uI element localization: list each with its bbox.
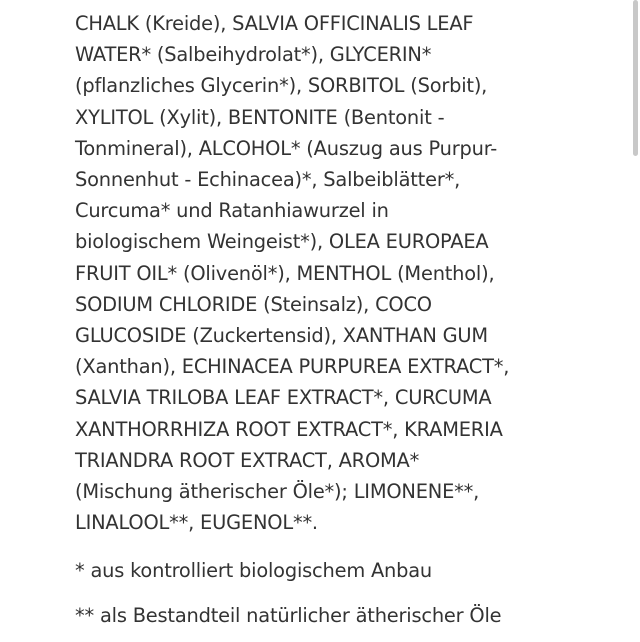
ingredients-line: biologischem Weingeist*), OLEA EUROPAEA bbox=[75, 230, 489, 254]
ingredients-line: CHALK (Kreide), SALVIA OFFICINALIS LEAF bbox=[75, 12, 474, 35]
ingredients-line: GLUCOSIDE (Zuckertensid), XANTHAN GUM bbox=[75, 324, 488, 348]
ingredients-content bbox=[75, 8, 615, 631]
ingredients-line: SALVIA TRILOBA LEAF EXTRACT*, CURCUMA bbox=[75, 386, 492, 410]
footnote-organic: * aus kontrolliert biologischem Anbau bbox=[75, 559, 433, 583]
ingredients-line: XYLITOL (Xylit), BENTONITE (Bentonit - bbox=[75, 105, 445, 129]
ingredients-line: LINALOOL**, EUGENOL**. bbox=[75, 511, 318, 535]
ingredients-line: (Xanthan), ECHINACEA PURPUREA EXTRACT*, bbox=[75, 355, 510, 379]
ingredients-line: Sonnenhut - Echinacea)*, Salbeiblätter*, bbox=[75, 168, 461, 192]
ingredients-line: XANTHORRHIZA ROOT EXTRACT*, KRAMERIA bbox=[75, 417, 503, 441]
scrollbar-thumb[interactable] bbox=[633, 0, 638, 156]
ingredients-line: Tonmineral), ALCOHOL* (Auszug aus Purpur- bbox=[75, 136, 498, 160]
ingredients-line: (Mischung ätherischer Öle*); LIMONENE**, bbox=[75, 480, 480, 504]
ingredients-line: Curcuma* und Ratanhiawurzel in bbox=[75, 199, 389, 223]
ingredients-list bbox=[75, 8, 615, 538]
footnote-essential-oils: ** als Bestandteil natürlicher ätherischer Öle bbox=[75, 603, 502, 627]
vertical-scrollbar[interactable] bbox=[631, 0, 640, 642]
ingredients-line: SODIUM CHLORIDE (Steinsalz), COCO bbox=[75, 292, 432, 316]
ingredients-line: (pflanzliches Glycerin*), SORBITOL (Sorbit), bbox=[75, 74, 488, 98]
ingredients-line: TRIANDRA ROOT EXTRACT, AROMA* bbox=[75, 448, 420, 472]
ingredients-line: WATER* (Salbeihydrolat*), GLYCERIN* bbox=[75, 43, 432, 67]
ingredients-line: FRUIT OIL* (Olivenöl*), MENTHOL (Menthol), bbox=[75, 261, 495, 285]
